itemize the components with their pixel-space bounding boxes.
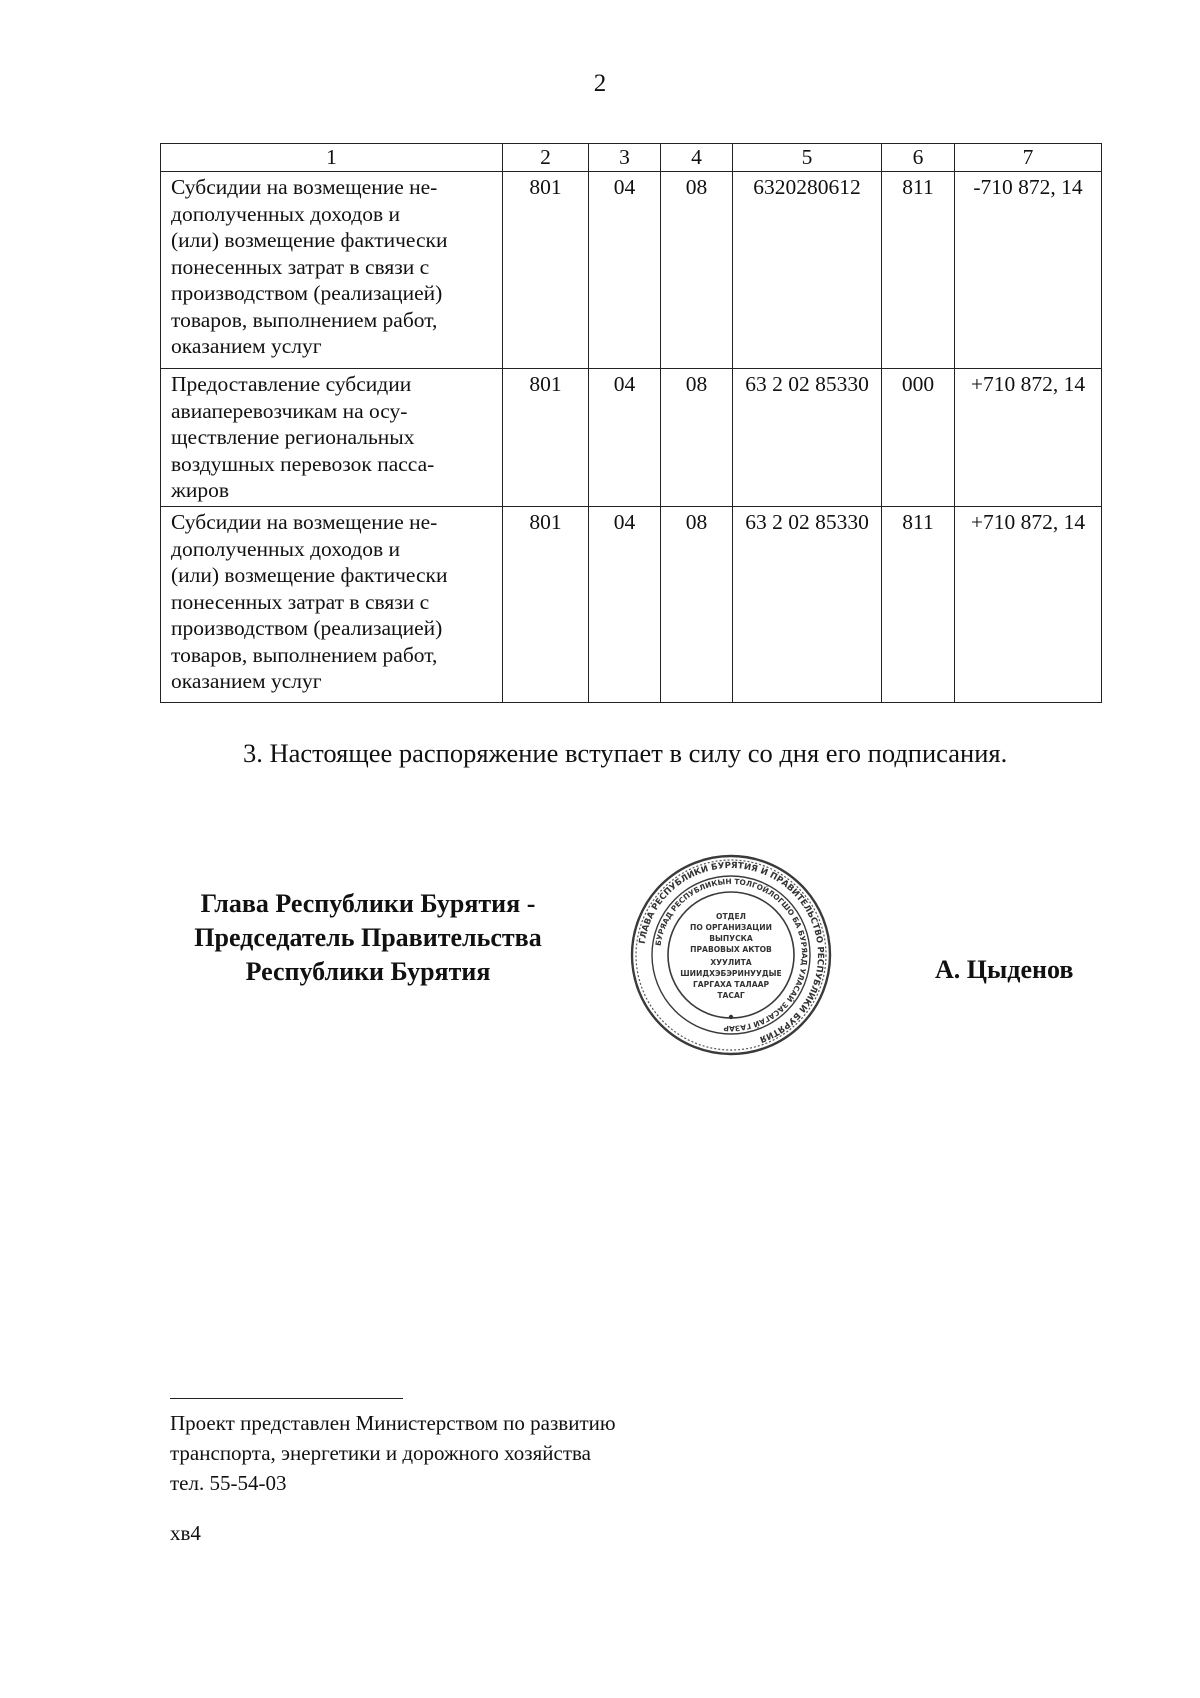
expense-type-cell: 811: [882, 172, 955, 369]
footnote: [170, 1408, 616, 1498]
description-line: жиров: [171, 478, 230, 502]
subsection-code-cell: 08: [661, 507, 733, 703]
header-cell: 5: [733, 144, 882, 172]
amount-cell: +710 872, 14: [955, 507, 1102, 703]
description-line: дополученных доходов и: [171, 536, 401, 561]
seal-inner-ring-text: БУРЯАД РЕСПУБЛИКЫН ТОЛГОЙЛОГШО БА БУРЯАД УЛАСАЙ ЗАСАГАЙ ГАЗАР: [653, 876, 810, 1034]
description-line: оказанием услуг: [171, 334, 322, 358]
header-cell: 7: [955, 144, 1102, 172]
description-line: Субсидии на возмещение не-: [171, 510, 438, 534]
description-line: ществление региональных: [171, 425, 415, 449]
admin-code-cell: 801: [503, 369, 589, 507]
seal-center-line: ХУУЛИТА: [710, 958, 752, 967]
seal-center-line: ПО ОРГАНИЗАЦИИ: [690, 923, 772, 932]
description-line: Предоставление субсидии: [171, 372, 412, 396]
table-header-row: [161, 144, 1102, 172]
seal-center-line: ВЫПУСКА: [709, 934, 753, 943]
description-line: производством (реализацией): [171, 616, 443, 640]
seal-center-line: ОТДЕЛ: [716, 912, 746, 921]
description-line: (или) возмещение фактически: [171, 228, 448, 252]
signer-title-line: Республики Бурятия: [245, 957, 491, 986]
table-row: [161, 507, 1102, 703]
budget-table: [160, 143, 1102, 703]
seal-center-line: ТАСАГ: [717, 991, 745, 1000]
subsection-code-cell: 08: [661, 172, 733, 369]
seal-center-line: ШИИДХЭБЭРИНУУДЫЕ: [680, 969, 782, 978]
amount-cell: +710 872, 14: [955, 369, 1102, 507]
table-row: [161, 172, 1102, 369]
description-line: понесенных затрат в связи с: [171, 589, 430, 614]
seal-center-line: ПРАВОВЫХ АКТОВ: [690, 945, 772, 954]
description-line: авиаперевозчикам на осу-: [171, 398, 408, 423]
header-cell: 1: [161, 144, 503, 172]
expense-type-cell: 000: [882, 369, 955, 507]
header-cell: 6: [882, 144, 955, 172]
clause-3-text: 3. Настоящее распоряжение вступает в силу со дня его подписания.: [243, 738, 1008, 768]
description-line: воздушных перевозок пасса-: [171, 451, 435, 476]
signer-title-line: Председатель Правительства: [194, 923, 542, 952]
table-row: [161, 369, 1102, 507]
seal-outer-ring-text: ГЛАВА РЕСПУБЛИКИ БУРЯТИЯ И ПРАВИТЕЛЬСТВО РЕСПУБЛИКИ БУРЯТИЯ: [637, 860, 826, 1044]
page-number: 2: [593, 70, 607, 97]
description-line: Субсидии на возмещение не-: [171, 175, 438, 199]
description-line: понесенных затрат в связи с: [171, 254, 430, 279]
target-article-cell: 63 2 02 85330: [733, 507, 882, 703]
signer-name: А. Цыденов: [935, 955, 1074, 984]
header-cell: 3: [589, 144, 661, 172]
subsection-code-cell: 08: [661, 369, 733, 507]
description-line: производством (реализацией): [171, 281, 443, 305]
description-cell: [161, 172, 503, 369]
target-article-cell: 6320280612: [733, 172, 882, 369]
seal-dot-icon: [729, 1015, 733, 1019]
section-code-cell: 04: [589, 172, 661, 369]
description-line: товаров, выполнением работ,: [171, 642, 438, 667]
svg-text:БУРЯАД РЕСПУБЛИКЫН ТОЛГОЙЛОГШО: [654, 877, 809, 1033]
admin-code-cell: 801: [503, 507, 589, 703]
section-code-cell: 04: [589, 369, 661, 507]
section-code-cell: 04: [589, 507, 661, 703]
description-line: оказанием услуг: [171, 669, 322, 693]
footnote-line: Проект представлен Министерством по развитию: [170, 1411, 616, 1435]
official-seal: [628, 853, 834, 1057]
description-cell: [161, 507, 503, 703]
seal-center-line: ГАРГАХА ТАЛААР: [692, 980, 770, 989]
signer-title: [150, 887, 586, 989]
description-line: дополученных доходов и: [171, 201, 401, 226]
amount-cell: -710 872, 14: [955, 172, 1102, 369]
footnote-line: тел. 55-54-03: [170, 1471, 287, 1495]
document-code: хв4: [170, 1521, 201, 1545]
footnote-line: транспорта, энергетики и дорожного хозяйства: [170, 1441, 591, 1465]
description-line: товаров, выполнением работ,: [171, 307, 438, 332]
footnote-divider: [170, 1398, 403, 1399]
description-cell: [161, 369, 503, 507]
target-article-cell: 63 2 02 85330: [733, 369, 882, 507]
header-cell: 4: [661, 144, 733, 172]
header-cell: 2: [503, 144, 589, 172]
description-line: (или) возмещение фактически: [171, 563, 448, 587]
admin-code-cell: 801: [503, 172, 589, 369]
expense-type-cell: 811: [882, 507, 955, 703]
signer-title-line: Глава Республики Бурятия -: [200, 889, 536, 918]
